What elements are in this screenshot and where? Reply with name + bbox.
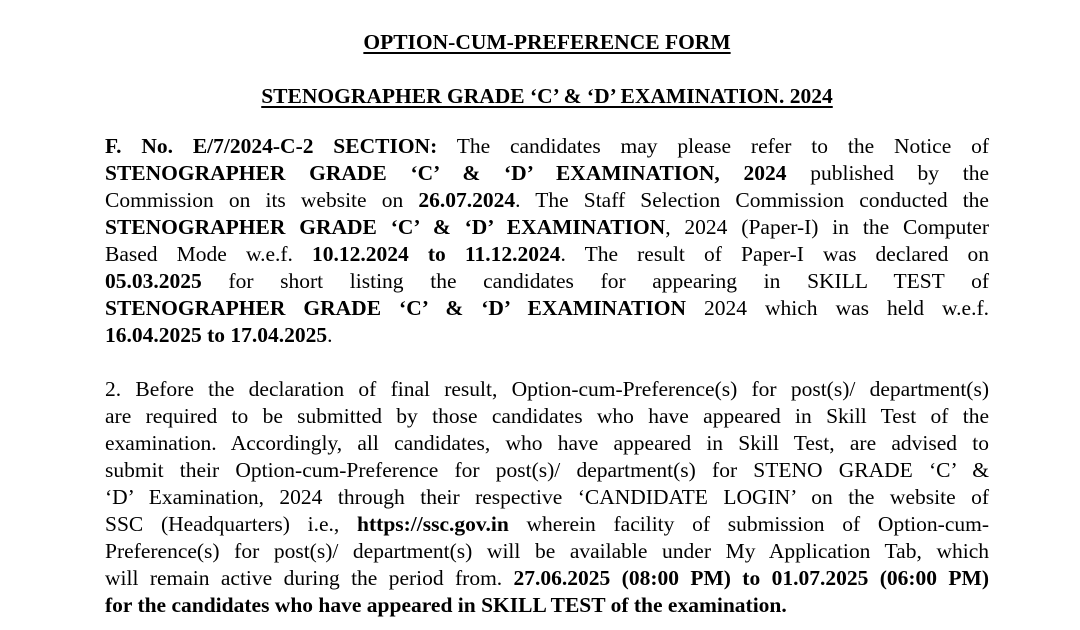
text-line <box>105 160 989 187</box>
text-line <box>105 187 989 214</box>
text-line <box>105 430 989 457</box>
text-line <box>105 133 989 160</box>
text-run: The candidates may please refer to the Notice of <box>437 134 989 158</box>
paragraph-2 <box>105 376 989 619</box>
text-line <box>105 484 989 511</box>
text-run: examination. Accordingly, all candidates, who have appeared in Skill Test, are advised to <box>105 431 989 455</box>
text-line <box>105 592 989 619</box>
text-run: Preference(s) for post(s)/ department(s) will be available under My Application Tab, which <box>105 539 989 563</box>
text-run: . <box>327 323 333 347</box>
text-run: 2. Before the declaration of final result, Option-cum-Preference(s) for post(s)/ department(s) <box>105 377 989 401</box>
text-run: submit their Option-cum-Preference for post(s)/ department(s) for STENO GRADE ‘C’ & <box>105 458 989 482</box>
document-subtitle: STENOGRAPHER GRADE ‘C’ & ‘D’ EXAMINATION. 2024 <box>261 84 833 108</box>
document-title: OPTION-CUM-PREFERENCE FORM <box>363 30 731 54</box>
text-line <box>105 511 989 538</box>
text-line <box>105 214 989 241</box>
paragraph-1 <box>105 133 989 349</box>
bold-text-run: 10.12.2024 to 11.12.2024 <box>312 242 561 266</box>
text-run: . The result of Paper-I was declared on <box>560 242 989 266</box>
text-run: published by the <box>786 161 989 185</box>
bold-text-run: 26.07.2024 <box>418 188 516 212</box>
text-run: , 2024 (Paper-I) in the Computer <box>665 215 989 239</box>
text-run: for short listing the candidates for appearing in SKILL TEST of <box>201 269 989 293</box>
bold-text-run: STENOGRAPHER GRADE ‘C’ & ‘D’ EXAMINATION, 2024 <box>105 161 787 185</box>
text-line <box>105 403 989 430</box>
text-line <box>105 538 989 565</box>
bold-text-run: for the candidates who have appeared in SKILL TEST of the examination. <box>105 593 787 617</box>
text-line <box>105 268 989 295</box>
text-line <box>105 322 989 349</box>
bold-text-run: 05.03.2025 <box>105 269 202 293</box>
bold-text-run: STENOGRAPHER GRADE ‘C’ & ‘D’ EXAMINATION <box>105 296 686 320</box>
text-line <box>105 376 989 403</box>
text-run: 2024 which was held w.e.f. <box>685 296 989 320</box>
text-line <box>105 457 989 484</box>
text-run: are required to be submitted by those candidates who have appeared in Skill Test of the <box>105 404 989 428</box>
text-run: . The Staff Selection Commission conducted the <box>515 188 989 212</box>
text-run: wherein facility of submission of Option-cum- <box>508 512 989 536</box>
text-run: SSC (Headquarters) i.e., <box>105 512 358 536</box>
bold-text-run: 27.06.2025 (08:00 PM) to 01.07.2025 (06:00 PM) <box>513 566 989 590</box>
bold-text-run: F. No. E/7/2024-C-2 SECTION: <box>105 134 438 158</box>
text-line <box>105 241 989 268</box>
text-run: ‘D’ Examination, 2024 through their respective ‘CANDIDATE LOGIN’ on the website of <box>105 485 989 509</box>
text-run: will remain active during the period from. <box>105 566 514 590</box>
text-line <box>105 295 989 322</box>
text-run: Based Mode w.e.f. <box>105 242 313 266</box>
bold-text-run: https://ssc.gov.in <box>357 512 509 536</box>
text-line <box>105 565 989 592</box>
bold-text-run: STENOGRAPHER GRADE ‘C’ & ‘D’ EXAMINATION <box>105 215 666 239</box>
text-run: Commission on its website on <box>105 188 419 212</box>
bold-text-run: 16.04.2025 to 17.04.2025 <box>105 323 328 347</box>
